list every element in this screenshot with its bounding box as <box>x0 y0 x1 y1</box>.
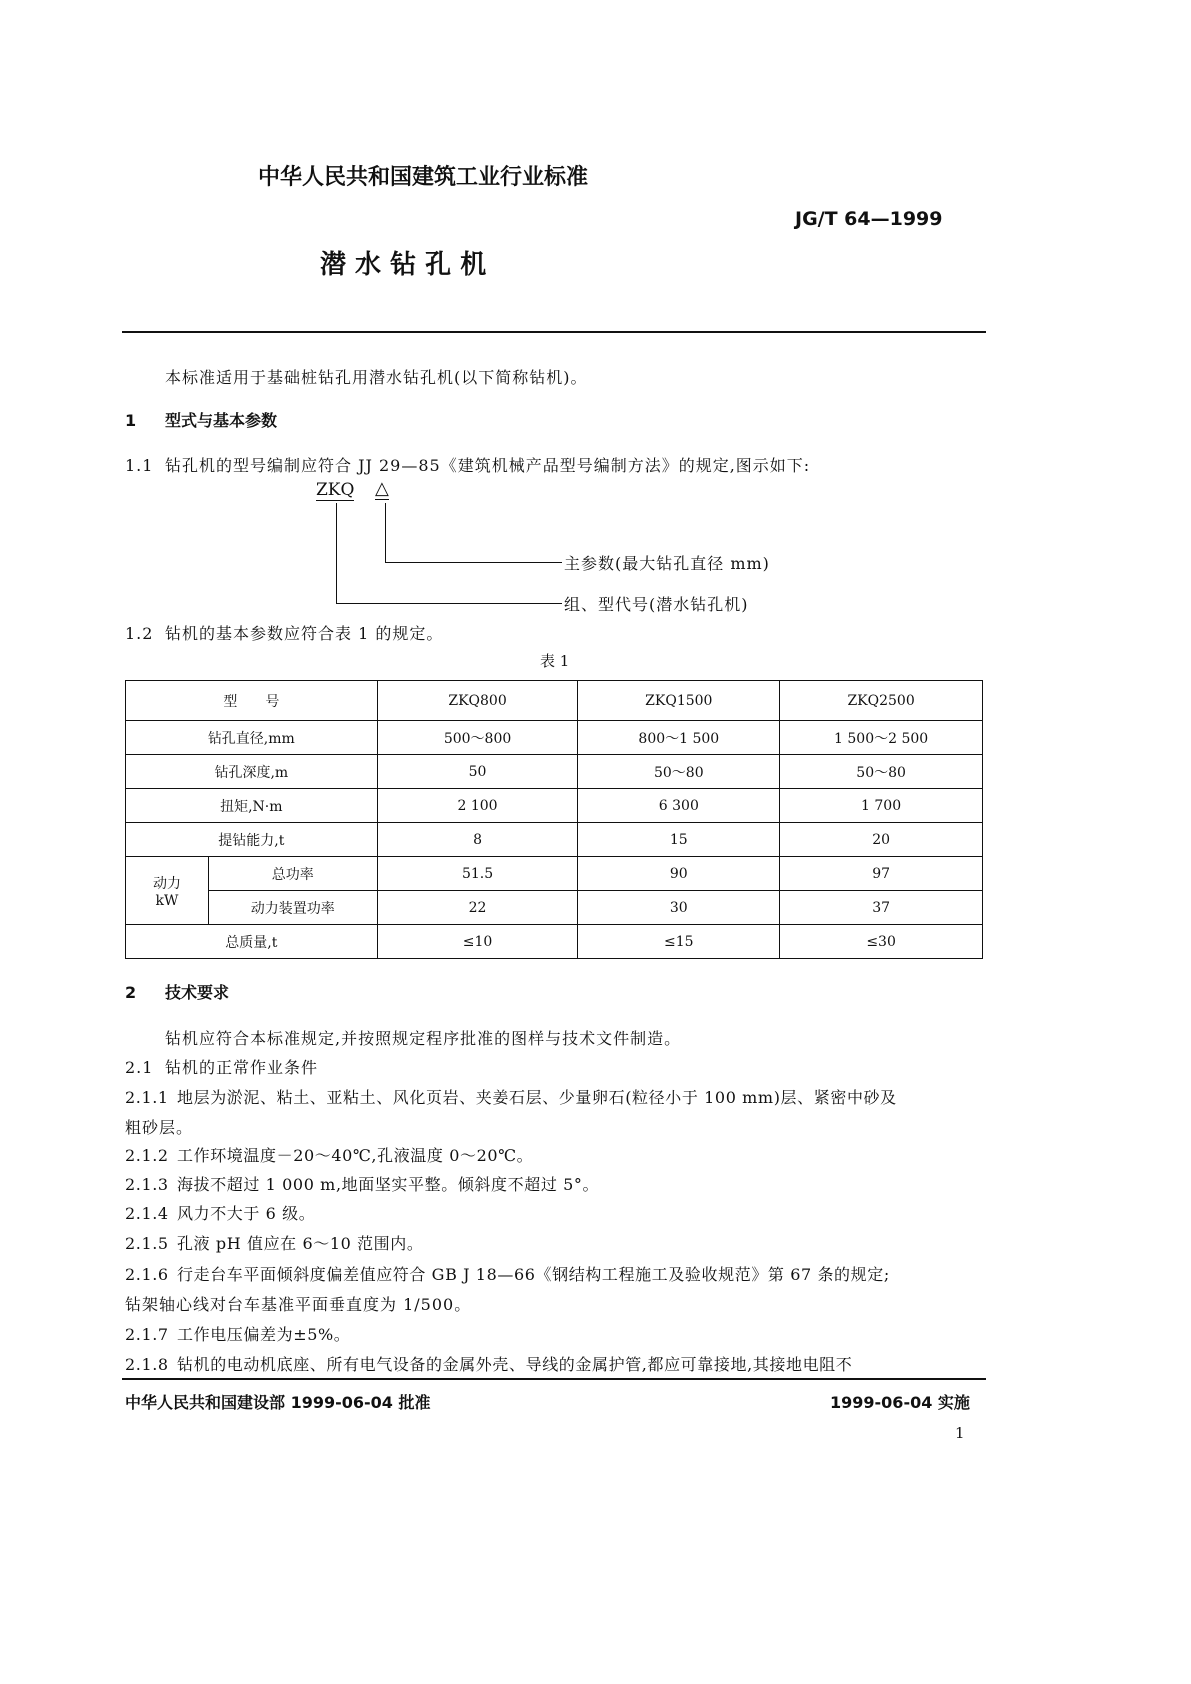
clause-text: 钻机的正常作业条件 <box>165 1058 319 1077</box>
title-rule <box>122 331 986 333</box>
cell: ≤15 <box>578 925 780 959</box>
row-label: 动力装置功率 <box>208 891 377 925</box>
table-row <box>126 857 983 891</box>
clause-number: 2.1.6 <box>125 1265 169 1284</box>
clause-number: 2.1.1 <box>125 1088 169 1107</box>
connector-line <box>385 503 386 562</box>
clause-number: 2.1.2 <box>125 1146 169 1165</box>
power-unit: kW <box>155 892 179 909</box>
section-title: 型式与基本参数 <box>165 411 278 430</box>
clause-number: 1.2 <box>125 624 154 643</box>
cell: 20 <box>780 823 983 857</box>
header-cell: 型 号 <box>126 681 378 721</box>
cell: 8 <box>377 823 578 857</box>
connector-line <box>336 503 337 603</box>
clause <box>125 1352 852 1375</box>
clause <box>125 1292 471 1315</box>
cell: 1 500～2 500 <box>780 721 983 755</box>
clause-text: 粗砂层。 <box>125 1118 194 1137</box>
intro-text: 本标准适用于基础桩钻孔用潜水钻孔机(以下简称钻机)。 <box>165 368 588 387</box>
table-header-row <box>126 681 983 721</box>
table-caption: 表 1 <box>540 652 570 670</box>
cell: 50 <box>377 755 578 789</box>
cell: 500～800 <box>377 721 578 755</box>
cell: 37 <box>780 891 983 925</box>
header-cell: ZKQ2500 <box>780 681 983 721</box>
clause-number: 2.1.5 <box>125 1234 169 1253</box>
clause-number: 2.1.4 <box>125 1204 169 1223</box>
header-cell: ZKQ800 <box>377 681 578 721</box>
clause <box>125 1115 193 1138</box>
clause <box>125 1231 423 1254</box>
clause <box>125 1143 533 1166</box>
cell: 90 <box>578 857 780 891</box>
implementation-note: 1999-06-04 实施 <box>830 1393 970 1412</box>
section-1-heading <box>125 408 277 431</box>
power-label: 动力 <box>152 875 181 892</box>
footer-rule <box>122 1378 986 1380</box>
table-row <box>126 721 983 755</box>
clause <box>125 1172 599 1195</box>
section-title: 技术要求 <box>165 983 230 1002</box>
table-row <box>126 925 983 959</box>
approval-note: 中华人民共和国建设部 1999-06-04 批准 <box>125 1393 431 1412</box>
clause <box>125 1322 350 1345</box>
table-row <box>126 755 983 789</box>
clause <box>125 1085 897 1108</box>
clause <box>125 1201 315 1224</box>
clause-text: 钻机的基本参数应符合表 1 的规定。 <box>165 624 444 643</box>
clause-1-1 <box>125 453 810 476</box>
clause-number: 1.1 <box>125 456 154 475</box>
diagram-label-group-type: 组、型代号(潜水钻孔机) <box>564 595 749 614</box>
row-label: 扭矩,N·m <box>126 789 378 823</box>
clause-text: 孔液 pH 值应在 6～10 范围内。 <box>177 1234 424 1253</box>
page-number: 1 <box>955 1424 965 1442</box>
clause-text: 钻孔机的型号编制应符合 JJ 29—85《建筑机械产品型号编制方法》的规定,图示如下: <box>165 456 811 475</box>
clause <box>125 1262 890 1285</box>
row-label: 提钻能力,t <box>126 823 378 857</box>
clause-text: 钻架轴心线对台车基准平面垂直度为 1/500。 <box>125 1295 472 1314</box>
cell: 22 <box>377 891 578 925</box>
clause-number: 2.1.8 <box>125 1355 169 1374</box>
cell: 800～1 500 <box>578 721 780 755</box>
header-cell: ZKQ1500 <box>578 681 780 721</box>
section-2-heading <box>125 980 229 1003</box>
clause-text: 工作环境温度－20～40℃,孔液温度 0～20℃。 <box>177 1146 534 1165</box>
diagram-label-main-param: 主参数(最大钻孔直径 mm) <box>564 554 770 573</box>
cell: 97 <box>780 857 983 891</box>
clause-text: 海拔不超过 1 000 m,地面坚实平整。倾斜度不超过 5°。 <box>177 1175 600 1194</box>
clause-text: 钻机的电动机底座、所有电气设备的金属外壳、导线的金属护管,都应可靠接地,其接地电阻不 <box>177 1355 853 1374</box>
cell: 51.5 <box>377 857 578 891</box>
section-number: 2 <box>125 983 137 1002</box>
clause-text: 行走台车平面倾斜度偏差值应符合 GB J 18—66《钢结构工程施工及验收规范》第 67 条的规定; <box>177 1265 890 1284</box>
clause-text: 风力不大于 6 级。 <box>177 1204 316 1223</box>
org-title: 中华人民共和国建筑工业行业标准 <box>258 165 589 190</box>
clause-text: 地层为淤泥、粘土、亚粘土、风化页岩、夹姜石层、少量卵石(粒径小于 100 mm)层、紧密中砂及 <box>177 1088 897 1107</box>
connector-line <box>336 603 562 604</box>
row-label: 钻孔直径,mm <box>126 721 378 755</box>
cell: ≤30 <box>780 925 983 959</box>
clause-number: 2.1.3 <box>125 1175 169 1194</box>
cell: 50～80 <box>578 755 780 789</box>
row-label: 总质量,t <box>126 925 378 959</box>
section-number: 1 <box>125 411 137 430</box>
standard-code: JG/T 64—1999 <box>795 208 943 230</box>
row-label: 钻孔深度,m <box>126 755 378 789</box>
row-label: 总功率 <box>208 857 377 891</box>
clause <box>125 1055 318 1078</box>
table-row <box>126 789 983 823</box>
cell: 6 300 <box>578 789 780 823</box>
diagram-code: ZKQ <box>316 480 355 500</box>
clause-number: 2.1 <box>125 1058 154 1077</box>
parameter-table <box>125 680 983 959</box>
document-title: 潜 水 钻 孔 机 <box>320 250 487 280</box>
cell: 30 <box>578 891 780 925</box>
clause-1-2 <box>125 621 443 644</box>
power-group-label <box>126 857 209 925</box>
clause-number: 2.1.7 <box>125 1325 169 1344</box>
cell: 2 100 <box>377 789 578 823</box>
diagram-symbol: △ <box>375 478 389 499</box>
connector-line <box>385 562 562 563</box>
cell: ≤10 <box>377 925 578 959</box>
section-2-intro: 钻机应符合本标准规定,并按照规定程序批准的图样与技术文件制造。 <box>165 1029 682 1048</box>
cell: 1 700 <box>780 789 983 823</box>
table-row <box>126 891 983 925</box>
clause-text: 工作电压偏差为±5%。 <box>177 1325 351 1344</box>
table-row <box>126 823 983 857</box>
cell: 50～80 <box>780 755 983 789</box>
cell: 15 <box>578 823 780 857</box>
